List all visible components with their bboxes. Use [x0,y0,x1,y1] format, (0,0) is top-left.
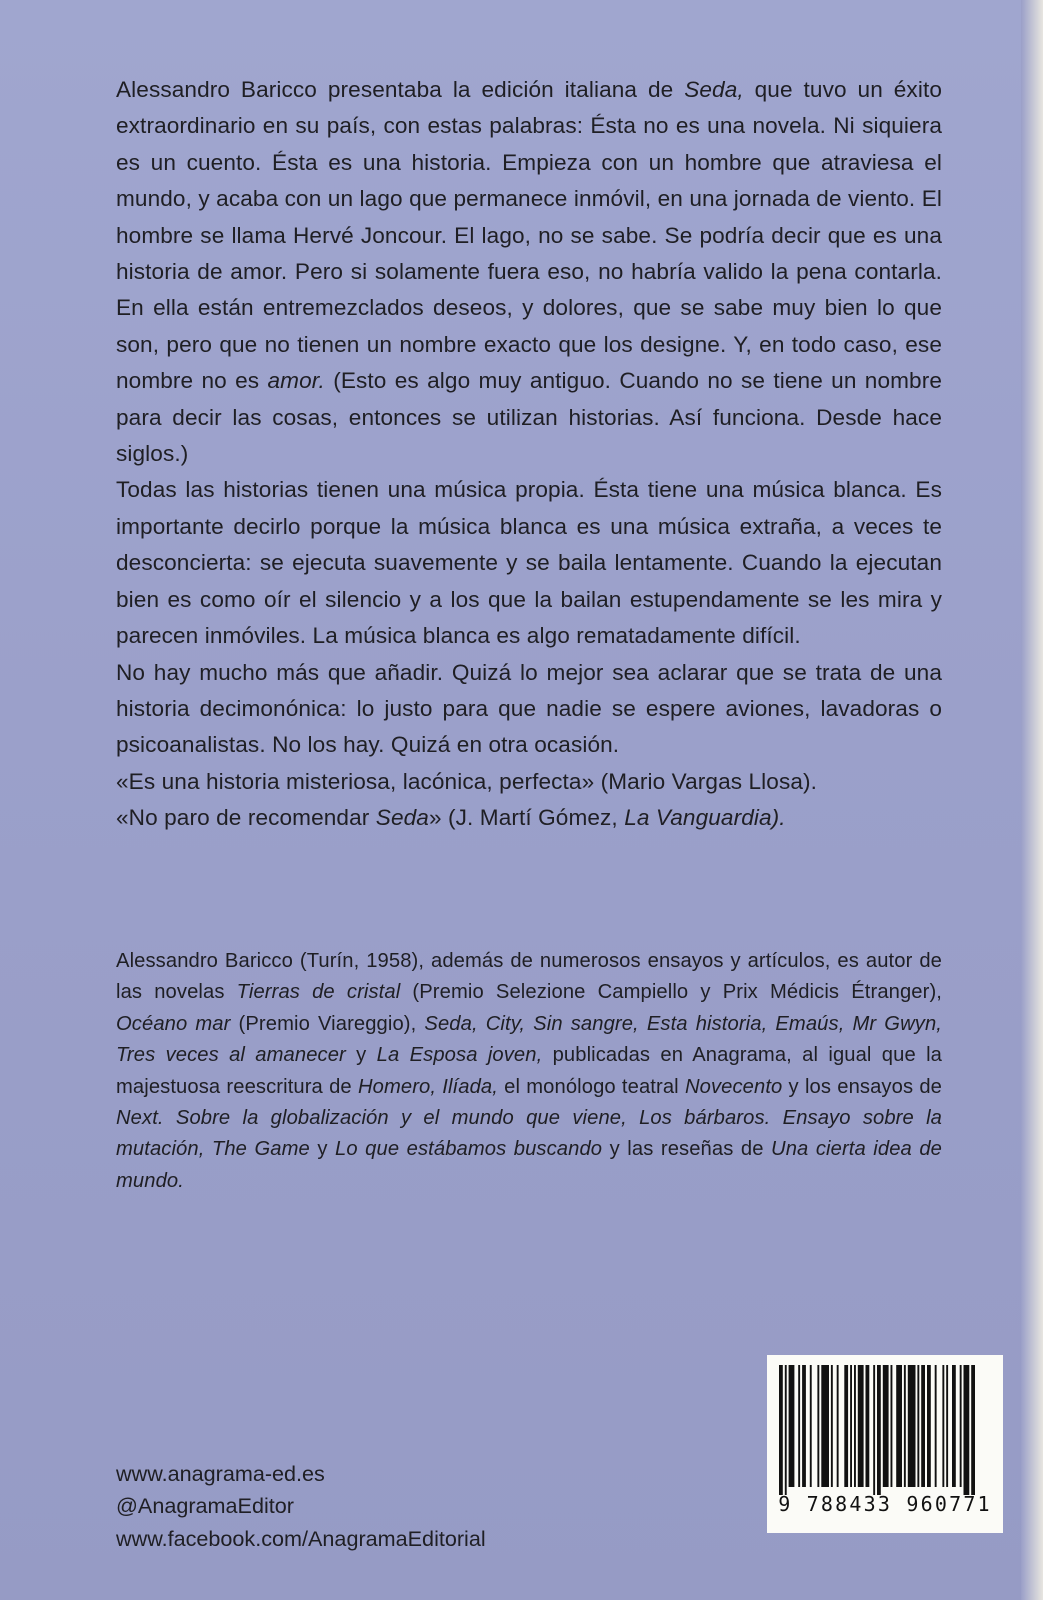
barcode-bar [850,1365,852,1487]
barcode-bar [817,1365,819,1487]
italic-text-run: Novecento [684,1075,783,1098]
publisher-twitter: @AnagramaEditor [116,1493,294,1519]
barcode-bar [831,1365,833,1487]
barcode-bar [854,1365,856,1487]
review-quote-la-vanguardia [116,800,942,836]
text-run: «No paro de recomendar [116,805,376,831]
text-run: y las reseñas de [602,1138,772,1161]
text-run: el monólogo teatral [497,1075,685,1098]
text-run: y [309,1138,336,1161]
barcode-bar [935,1365,937,1487]
barcode-bar [927,1365,931,1487]
italic-text-run: Tierras de cristal [236,981,401,1004]
italic-text-run: amor. [267,368,325,394]
italic-text-run: Next. Sobre la globalización y el mundo que viene, Los bárbaros. Ensayo sobre la mutación, The Game [116,1107,942,1161]
barcode-bar [904,1365,906,1487]
barcode-bar [942,1365,944,1487]
isbn-digits: 9 788433 960771 [778,1492,992,1516]
text-run: » (J. Martí Gómez, [428,805,625,831]
italic-text-run: Una cierta idea de mundo. [116,1138,942,1192]
italic-text-run: Lo que estábamos buscando [335,1138,603,1161]
barcode-bar [798,1365,800,1487]
text-run: (Premio Viareggio), [230,1012,425,1035]
barcode-bar [960,1365,962,1487]
barcode-bar [810,1365,812,1487]
barcode-bar [789,1365,795,1487]
barcode-bar [964,1365,970,1495]
text-run: Todas las historias tienen una música propia. Ésta tiene una música blanca. Es importante decirlo porque la música blanca es una música extraña, a veces te desconcierta: se ejecuta suavemente y se baila lentamente. Cuando la ejecutan bien es como oír el silencio y a los que la bailan estupendamente se les mira y parecen inmóviles. La música blanca es algo rematadamente difícil. [116,477,942,649]
barcode-bar [779,1365,783,1495]
italic-text-run: Homero, Ilíada, [357,1075,498,1098]
publisher-contacts [116,1458,486,1555]
review-quote-vargas-llosa [116,764,942,800]
text-run: Alessandro Baricco presentaba la edición italiana de [116,77,685,102]
italic-text-run: Seda, City, Sin sangre, Esta historia, Emaús, Mr Gwyn, Tres veces al amanecer [116,1012,942,1067]
italic-text-run: Seda, [684,77,744,102]
barcode-bar [921,1365,925,1487]
author-bio [116,946,942,1197]
barcode-bar [896,1365,902,1487]
barcode-bar [917,1365,919,1487]
barcode-bar [883,1365,889,1487]
barcode-bar [873,1365,875,1495]
publisher-facebook: www.facebook.com/AnagramaEditorial [116,1525,486,1551]
italic-text-run: Océano mar [116,1012,231,1035]
synopsis-paragraph-1 [116,72,942,472]
barcode-bar [844,1365,848,1487]
barcode-bar [877,1365,881,1495]
text-run: que tuvo un éxito extraordinario en su país, con estas palabras: Ésta no es una novela. Ni siquiera es un cuento. Ésta es una historia. Empieza con un hombre que atraviesa el mundo, y acaba con un lago que permanece inmóvil, en una jornada de viento. El hombre se llama Hervé Joncour. El lago, no se sabe. Se podría decir que es una historia de amor. Pero si solamente fuera eso, no habría valido la pena contarla. En ella están entremezclados deseos, y dolores, que se sabe muy bien lo que son, pero que no tienen un nombre exacto que los designe. Y, en todo caso, ese nombre no es [116,77,942,394]
synopsis-paragraph-2 [116,472,942,654]
barcode-bar [837,1365,839,1487]
publisher-website: www.anagrama-ed.es [116,1461,325,1486]
text-run: publicadas en Anagrama, al igual que la majestuosa reescritura de [116,1044,942,1098]
barcode-bar [971,1365,975,1495]
barcode-bar [946,1365,948,1487]
text-run: Alessandro Baricco (Turín, 1958), además de numerosos ensayos y artículos, es autor de las novelas [116,950,942,1004]
text-run: (Premio Selezione Campiello y Prix Médicis Étranger), [400,981,942,1004]
barcode-bar [908,1365,916,1487]
synopsis-text [116,72,942,837]
barcode-bar [821,1365,829,1487]
text-run: y [345,1044,377,1067]
isbn-barcode [767,1355,1003,1533]
barcode-bar [785,1365,787,1495]
barcode-bar [866,1365,870,1487]
italic-text-run: La Esposa joven, [376,1044,543,1067]
barcode-bar [952,1365,956,1487]
barcode-bar [802,1365,806,1487]
text-run: y los ensayos de [782,1075,942,1098]
text-run: «Es una historia misteriosa, lacónica, perfecta» (Mario Vargas Llosa). [116,768,818,794]
text-run: No hay mucho más que añadir. Quizá lo mejor sea aclarar que se trata de una historia decimonónica: lo justo para que nadie se espere aviones, lavadoras o psicoanalistas. No los hay. Quizá en otra ocasión. [116,659,942,758]
italic-text-run: Seda [375,805,429,831]
text-run: (Esto es algo muy antiguo. Cuando no se tiene un nombre para decir las cosas, entonces se utilizan historias. Así funciona. Desde hace siglos.) [116,368,943,467]
page-edge [1021,0,1043,1600]
barcode-bar [858,1365,864,1487]
author-bio-paragraph [116,946,942,1197]
italic-text-run: La Vanguardia). [624,805,786,831]
synopsis-paragraph-3 [116,655,942,764]
barcode-bar [891,1365,893,1487]
